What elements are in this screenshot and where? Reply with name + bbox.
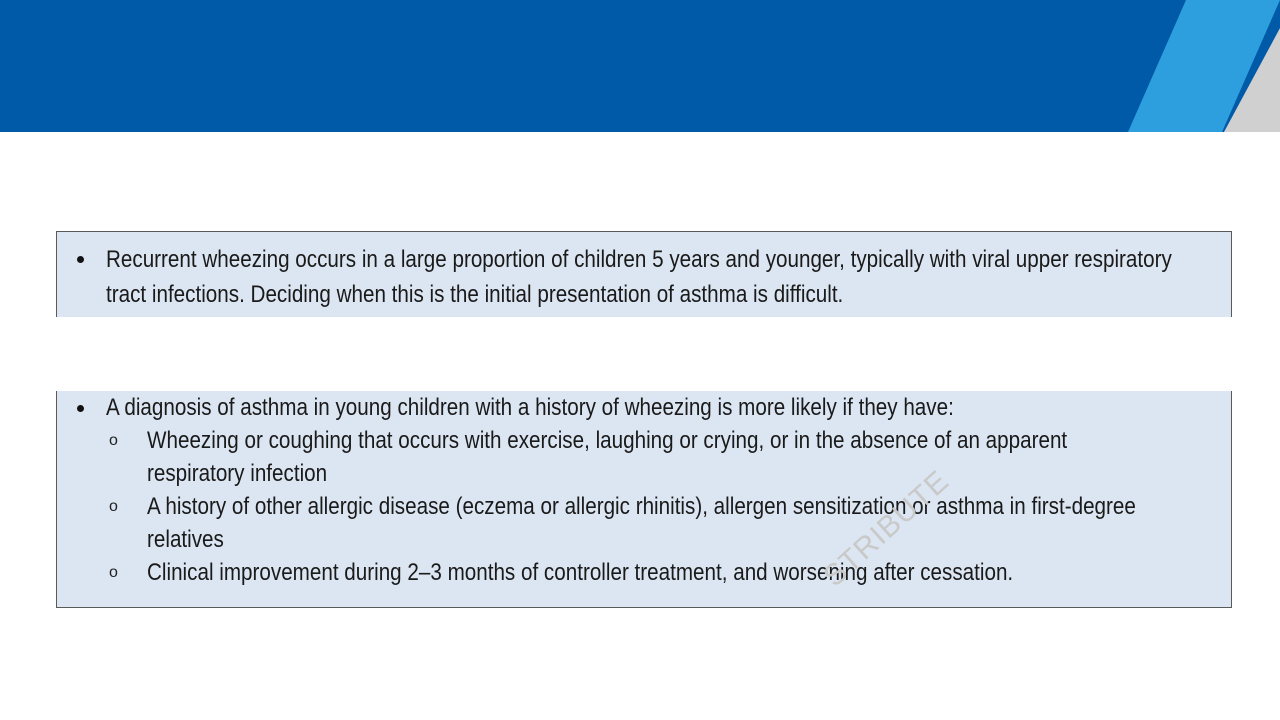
bullet-text: A diagnosis of asthma in young children with a history of wheezing is more likely if they have: [106, 394, 954, 421]
bullet-dot [77, 256, 84, 263]
watermark-text: STRIBUTE [817, 464, 956, 594]
sub-item-text: A history of other allergic disease (eczema or allergic rhinitis), allergen sensitization or asthma in first-degree relatives [147, 493, 1136, 553]
sub-item-text: Wheezing or coughing that occurs with exercise, laughing or crying, or in the absence of an apparent respiratory infection [147, 427, 1068, 487]
content-box-2 [56, 391, 1232, 608]
sub-bullet-marker: o [109, 432, 118, 449]
bullet-dot [77, 405, 84, 412]
sub-item-text: Clinical improvement during 2–3 months of controller treatment, and worsening after cessation. [147, 559, 1014, 586]
sub-bullet-marker: o [109, 564, 118, 581]
bullet-text: Recurrent wheezing occurs in a large proportion of children 5 years and younger, typically with viral upper respiratory tract infections. Deciding when this is the initial presentation of asthma is difficult. [106, 246, 1172, 308]
content-box-1 [56, 231, 1232, 317]
header-stripes [0, 0, 1280, 132]
sub-bullet-marker: o [109, 498, 118, 515]
